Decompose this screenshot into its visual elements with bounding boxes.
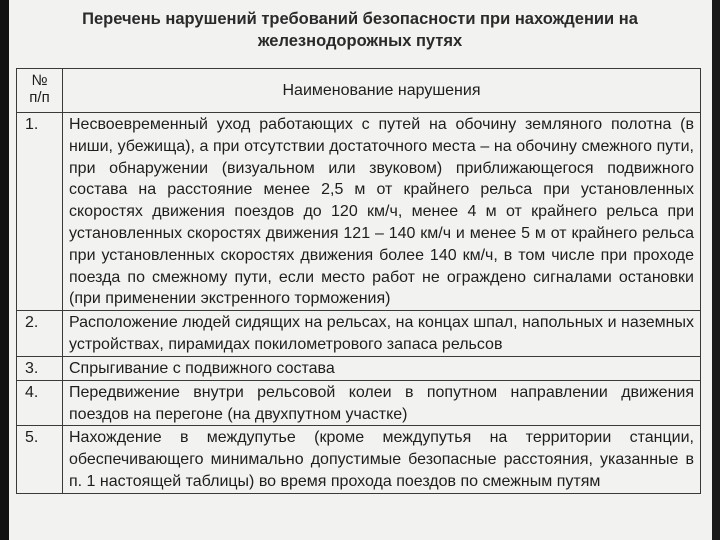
table-row bbox=[17, 380, 701, 426]
header-number-symbol: № bbox=[31, 72, 48, 89]
row-number: 2. bbox=[17, 311, 63, 357]
table-row bbox=[17, 356, 701, 380]
row-number: 5. bbox=[17, 426, 63, 493]
header-name-cell: Наименование нарушения bbox=[63, 69, 701, 113]
table-header-row bbox=[17, 69, 701, 113]
row-number: 3. bbox=[17, 356, 63, 380]
header-number-cell bbox=[17, 69, 63, 113]
table-row bbox=[17, 113, 701, 311]
left-dark-border bbox=[0, 0, 9, 540]
header-number-abbrev: п/п bbox=[29, 89, 50, 106]
right-dark-border bbox=[712, 0, 720, 540]
row-number: 4. bbox=[17, 380, 63, 426]
row-text: Расположение людей сидящих на рельсах, на концах шпал, напольных и наземных устройствах, пирамидах покилометрового запаса рельсов bbox=[63, 311, 701, 357]
document-title bbox=[40, 8, 680, 52]
row-number: 1. bbox=[17, 113, 63, 311]
table-row bbox=[17, 426, 701, 493]
row-text: Нахождение в междупутье (кроме междупутья на территории станции, обеспечивающего минимально допустимые безопасные расстояния, указанные в п. 1 настоящей таблицы) во время прохода поездов по смежным путям bbox=[63, 426, 701, 493]
table-row bbox=[17, 311, 701, 357]
title-line-2: железнодорожных путях bbox=[257, 32, 463, 50]
row-text: Спрыгивание с подвижного состава bbox=[63, 356, 701, 380]
title-line-1: Перечень нарушений требований безопасности при нахождении на bbox=[82, 10, 638, 28]
row-text: Передвижение внутри рельсовой колеи в попутном направлении движения поездов на перегоне (на двухпутном участке) bbox=[63, 380, 701, 426]
violations-table bbox=[16, 68, 701, 494]
row-text: Несвоевременный уход работающих с путей на обочину земляного полотна (в ниши, убежища), а при отсутствии достаточного места – на обочину смежного пути, при обнаружении (визуальном или звуковом) приближающегося подвижного состава на расстояние менее 2,5 м от крайнего рельса при установленных скоростях движения поездов до 120 км/ч, менее 4 м от крайнего рельса при установленных скоростях движения 121 – 140 км/ч и менее 5 м от крайнего рельса при установленных скоростях движения более 140 км/ч, в том числе при проходе поезда по смежному пути, если место работ не ограждено сигналами остановки (при применении экстренного торможения) bbox=[63, 113, 701, 311]
